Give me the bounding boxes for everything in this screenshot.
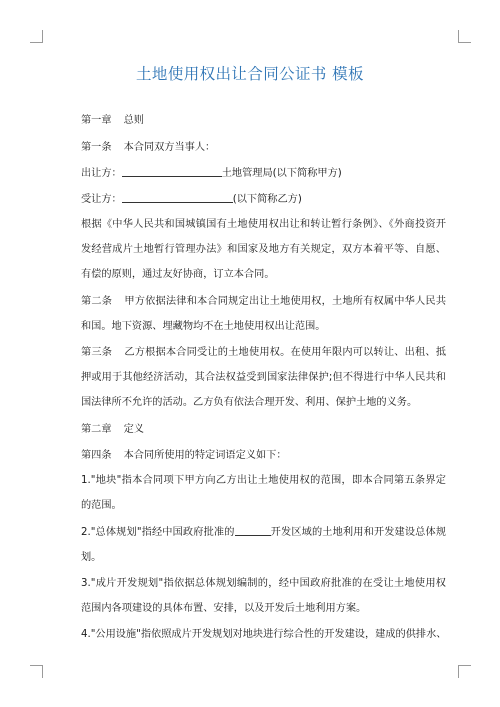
crop-mark-bottom-left	[30, 665, 43, 678]
article-4-text: 本合同所使用的特定词语定义如下：	[123, 450, 287, 461]
crop-mark-bottom-right	[458, 665, 471, 678]
article-1-text: 本合同双方当事人：	[123, 142, 216, 153]
article-3-number: 第三条	[81, 347, 113, 358]
definition-4: 4."公用设施"指依照成片开发规划对地块进行综合性的开发建设，建成的供排水、	[81, 629, 447, 640]
definition-2-blank[interactable]	[235, 524, 271, 536]
party-b-blank[interactable]	[122, 191, 233, 203]
party-a-blank[interactable]	[122, 165, 222, 177]
article-2-number: 第二条	[81, 296, 113, 307]
article-4	[61, 443, 466, 468]
party-a-suffix: 土地管理局(以下简称甲方)	[221, 168, 342, 179]
article-1-number: 第一条	[81, 142, 112, 153]
chapter-2-heading	[61, 417, 466, 442]
chapter-1-heading	[61, 108, 466, 133]
party-a-label: 出让方：	[81, 168, 122, 179]
article-2-text: 甲方依据法律和本合同规定出让土地使用权，土地所有权属中华人民共和国。地下资源、埋藏物均不在土地使用权出让范围。	[81, 296, 447, 332]
preamble-paragraph: 根据《中华人民共和国城镇国有土地使用权出让和转让暂行条例》、《外商投资开发经营成片土地暂行管理办法》和国家及地方有关规定，双方本着平等、自愿、有偿的原则，通过友好协商，订立本合同。	[81, 219, 446, 280]
definition-2-after: 开发区域的土地利用和开发建设总体规划。	[81, 527, 447, 563]
party-b-label: 受让方：	[81, 194, 122, 205]
document-title: 土地使用权出让合同公证书 模板	[136, 65, 364, 83]
party-a-line	[61, 161, 466, 186]
article-3-text: 乙方根据本合同受让的土地使用权。在使用年限内可以转让、出租、抵押或用于其他经济活动，其合法权益受到国家法律保护;但不得进行中华人民共和国法律所不允许的活动。乙方负有依法合理开发、利用、保护土地的义务。	[81, 347, 447, 408]
chapter-1-name: 总则	[123, 115, 144, 126]
article-2	[61, 289, 446, 339]
party-b-line	[61, 187, 466, 212]
chapter-2-name: 定义	[123, 424, 144, 435]
crop-mark-top-left	[30, 30, 43, 43]
definition-2	[61, 520, 446, 570]
chapter-1-number: 第一章	[81, 115, 112, 126]
article-3	[61, 340, 446, 415]
crop-mark-top-right	[458, 30, 471, 43]
party-b-suffix: (以下简称乙方)	[232, 194, 302, 205]
definition-1: 1."地块"指本合同项下甲方向乙方出让土地使用权的范围，即本合同第五条界定的范围。	[81, 475, 446, 511]
article-1	[61, 135, 466, 160]
definition-3: 3."成片开发规划"指依据总体规划编制的，经中国政府批准的在受让土地使用权范围内各项建设的具体布置、安排，以及开发后土地利用方案。	[81, 578, 446, 614]
definition-2-before: 2."总体规划"指经中国政府批准的	[81, 527, 235, 538]
chapter-2-number: 第二章	[81, 424, 112, 435]
article-4-number: 第四条	[81, 450, 112, 461]
